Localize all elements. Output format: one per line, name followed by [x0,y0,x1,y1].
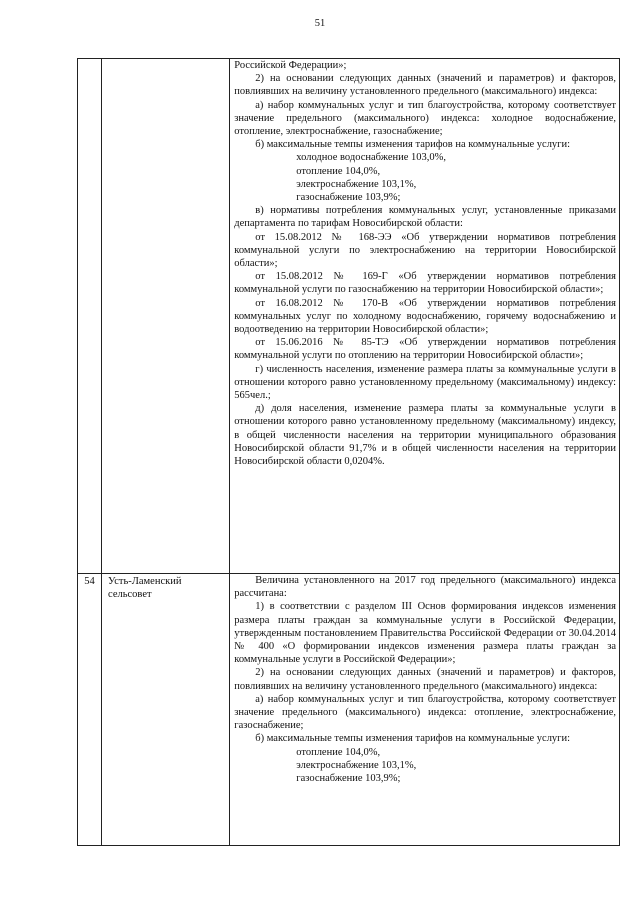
municipality-name: Усть-Ламенский сельсовет [108,576,182,601]
paragraph: в) нормативы потребления коммунальных услуг, установленные приказами департамента по тарифам Новосибирской области: [234,205,616,230]
row-number-cell [78,574,102,846]
tariff-list-item: электроснабжение 103,1%, [296,759,417,771]
paragraph: а) набор коммунальных услуг и тип благоустройства, которому соответствует значение предельного (максимального) индекса: холодное водоснабжение, отопление, электроснабжение, газоснабжение; [234,99,616,138]
index-description-cell [230,59,620,574]
tariff-list-item: отопление 104,0%, [296,746,381,758]
paragraph: 2) на основании следующих данных (значений и параметров) и факторов, повлиявших на величину установленного предельного (максимального) индекса: [234,667,616,692]
municipal-index-table [77,58,620,846]
tariff-list-item: холодное водоснабжение 103,0%, [296,152,447,164]
municipality-name [102,59,229,60]
tariff-list-item: отопление 104,0%, [296,165,381,177]
row-number: 54 [84,576,95,587]
tariff-list-item: электроснабжение 103,1%, [296,178,417,190]
paragraph: от 15.08.2012 № 169-Г «Об утверждении нормативов потребления коммунальной услуги по газоснабжению на территории Новосибирской области»; [234,271,616,296]
paragraph: Российской Федерации»; [234,60,347,71]
paragraph: 2) на основании следующих данных (значений и параметров) и факторов, повлиявших на величину установленного предельного (максимального) индекса: [234,73,616,98]
tariff-list-item: газоснабжение 103,9%; [296,773,401,785]
paragraph: б) максимальные темпы изменения тарифов на коммунальные услуги: [255,139,571,151]
table-row [78,59,620,574]
paragraph: 1) в соответствии с разделом III Основ формирования индексов изменения размера платы граждан за коммунальные услуги в Российской Федерации, утвержденным постановлением Правительства Российской Федерации от 30.04.2014 № 400 «О формировании индексов изменения размера платы граждан за коммунальные услуги в Российской Федерации»; [234,601,616,666]
paragraph: г) численность населения, изменение размера платы за коммунальные услуги в отношении которого равно установленному предельному (максимальному) индексу: 565чел.; [234,363,616,402]
row-number [78,59,101,60]
table-row [78,574,620,846]
paragraph: от 15.06.2016 № 85-ТЭ «Об утверждении нормативов потребления коммунальной услуги по отоплению на территории Новосибирской области»; [234,337,616,362]
municipality-name-cell [102,574,230,846]
paragraph: от 16.08.2012 № 170-В «Об утверждении нормативов потребления коммунальных услуг по холодному водоснабжению, горячему водоснабжению и водоотведению на территории Новосибирской области»; [234,297,616,336]
municipality-name-cell [102,59,230,574]
page-number: 51 [314,18,326,29]
index-description-cell [230,574,620,846]
row-number-cell [78,59,102,574]
paragraph: от 15.08.2012 № 168-ЭЭ «Об утверждении нормативов потребления коммунальной услуги по электроснабжению на территории Новосибирской области»; [234,231,616,270]
paragraph: д) доля населения, изменение размера платы за коммунальные услуги в отношении которого равно установленному предельному (максимальному) индексу, в общей численности населения на территории муниципального образования Новосибирской области 91,7% и в общей численности населения на территории Новосибирской области 0,0204%. [234,403,616,468]
tariff-list-item: газоснабжение 103,9%; [296,192,401,204]
paragraph: а) набор коммунальных услуг и тип благоустройства, которому соответствует значение предельного (максимального) индекса: отопление, электроснабжение, газоснабжение; [234,693,616,732]
paragraph: б) максимальные темпы изменения тарифов на коммунальные услуги: [255,733,571,745]
paragraph: Величина установленного на 2017 год предельного (максимального) индекса рассчитана: [234,575,616,600]
